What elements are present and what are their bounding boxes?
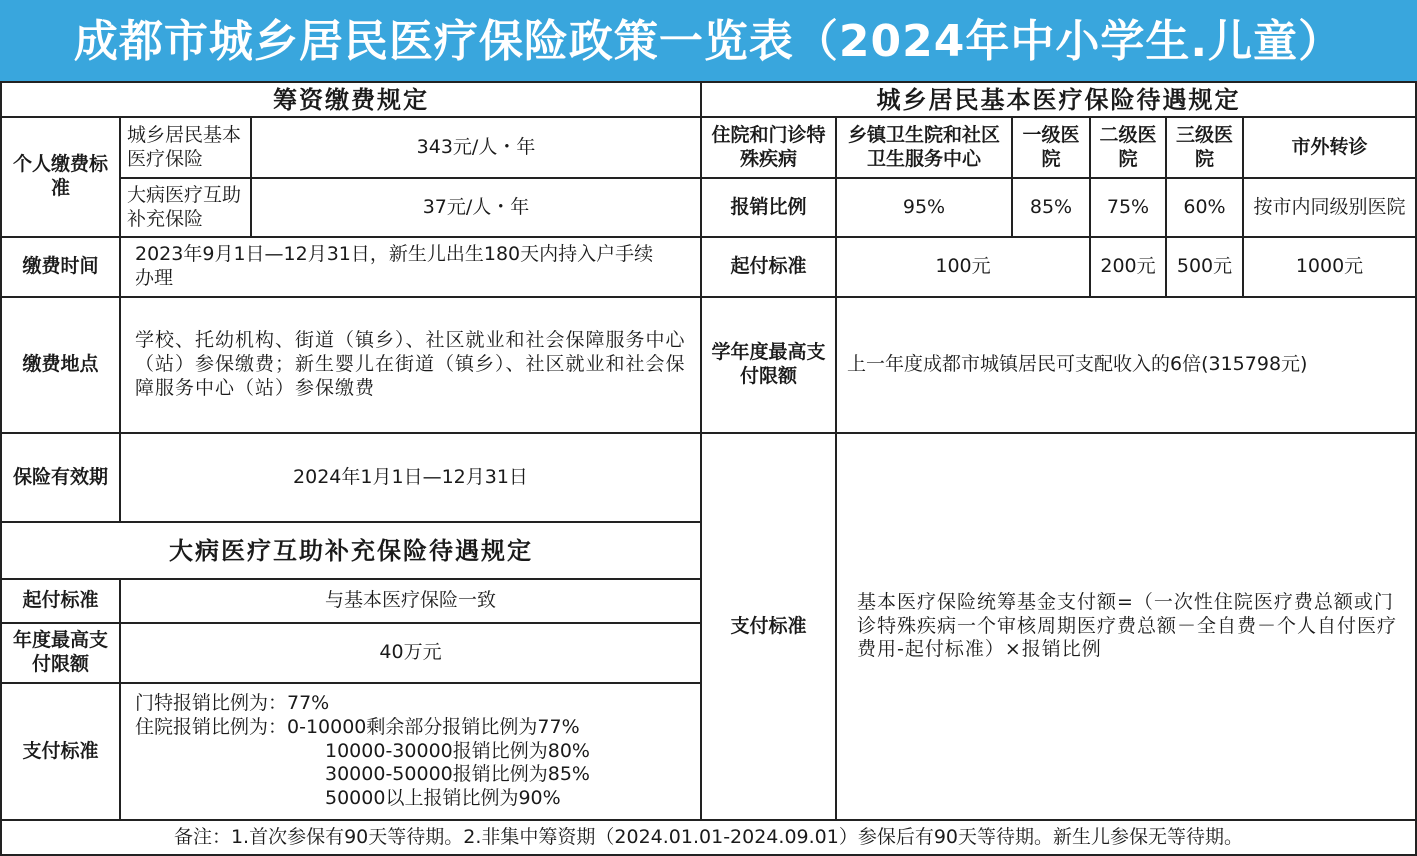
serious-deductible-value: 与基本医疗保险一致	[119, 578, 702, 624]
pay-standard-formula: 基本医疗保险统筹基金支付额=（一次性住院医疗费总额或门诊特殊疾病一个审核周期医疗费总额－全自费－个人自付医疗费用-起付标准）×报销比例	[835, 432, 1417, 821]
col-outside: 市外转诊	[1242, 116, 1417, 179]
serious-annual-limit-label: 年度最高支付限额	[0, 622, 121, 684]
payment-place-label: 缴费地点	[0, 296, 121, 434]
footnote: 备注：1.首次参保有90天等待期。2.非集中筹资期（2024.01.01-2024.09.01）参保后有90天等待期。新生儿参保无等待期。	[0, 819, 1417, 856]
serious-deductible-label: 起付标准	[0, 578, 121, 624]
page-title: 成都市城乡居民医疗保险政策一览表（2024年中小学生.儿童）	[0, 0, 1417, 83]
deductible-label: 起付标准	[700, 236, 837, 298]
rule-line: 50000以上报销比例为90%	[325, 787, 561, 810]
serious-pay-label: 支付标准	[0, 682, 121, 821]
rule-line: 门特报销比例为：77%	[135, 692, 330, 715]
deductible-outside: 1000元	[1242, 236, 1417, 298]
deductible-level3: 500元	[1165, 236, 1244, 298]
ratio-community: 95%	[835, 177, 1013, 238]
basic-insurance-label: 城乡居民基本医疗保险	[119, 116, 252, 179]
category-label: 住院和门诊特殊疾病	[700, 116, 837, 179]
payment-place-value: 学校、托幼机构、街道（镇乡）、社区就业和社会保障服务中心（站）参保缴费；新生婴儿在街道（镇乡）、社区就业和社会保障服务中心（站）参保缴费	[119, 296, 702, 434]
payment-time-label: 缴费时间	[0, 236, 121, 298]
col-community: 乡镇卫生院和社区卫生服务中心	[835, 116, 1013, 179]
serious-header: 大病医疗互助补充保险待遇规定	[0, 521, 702, 580]
serious-pay-rules	[119, 682, 702, 821]
col-level1: 一级医院	[1011, 116, 1091, 179]
validity-value: 2024年1月1日—12月31日	[119, 432, 702, 523]
deductible-level2: 200元	[1089, 236, 1167, 298]
ratio-level3: 60%	[1165, 177, 1244, 238]
basic-insurance-fee: 343元/人・年	[250, 116, 702, 179]
right-header: 城乡居民基本医疗保险待遇规定	[700, 81, 1417, 118]
serious-insurance-label: 大病医疗互助补充保险	[119, 177, 252, 238]
payment-time-value: 2023年9月1日—12月31日，新生儿出生180天内持入户手续办理	[119, 236, 702, 298]
deductible-community: 100元	[835, 236, 1091, 298]
validity-label: 保险有效期	[0, 432, 121, 523]
rule-line: 30000-50000报销比例为85%	[325, 763, 590, 786]
limit-label: 学年度最高支付限额	[700, 296, 837, 434]
serious-annual-limit-value: 40万元	[119, 622, 702, 684]
rule-line: 住院报销比例为：0-10000剩余部分报销比例为77%	[135, 715, 580, 738]
left-header: 筹资缴费规定	[0, 81, 702, 118]
ratio-outside: 按市内同级别医院	[1242, 177, 1417, 238]
ratio-level2: 75%	[1089, 177, 1167, 238]
pay-standard-label: 支付标准	[700, 432, 837, 821]
limit-value: 上一年度成都市城镇居民可支配收入的6倍(315798元)	[835, 296, 1417, 434]
col-level2: 二级医院	[1089, 116, 1167, 179]
ratio-label: 报销比例	[700, 177, 837, 238]
serious-insurance-fee: 37元/人・年	[250, 177, 702, 238]
rule-line: 10000-30000报销比例为80%	[325, 739, 590, 762]
ratio-level1: 85%	[1011, 177, 1091, 238]
col-level3: 三级医院	[1165, 116, 1244, 179]
personal-label: 个人缴费标准	[0, 116, 121, 238]
